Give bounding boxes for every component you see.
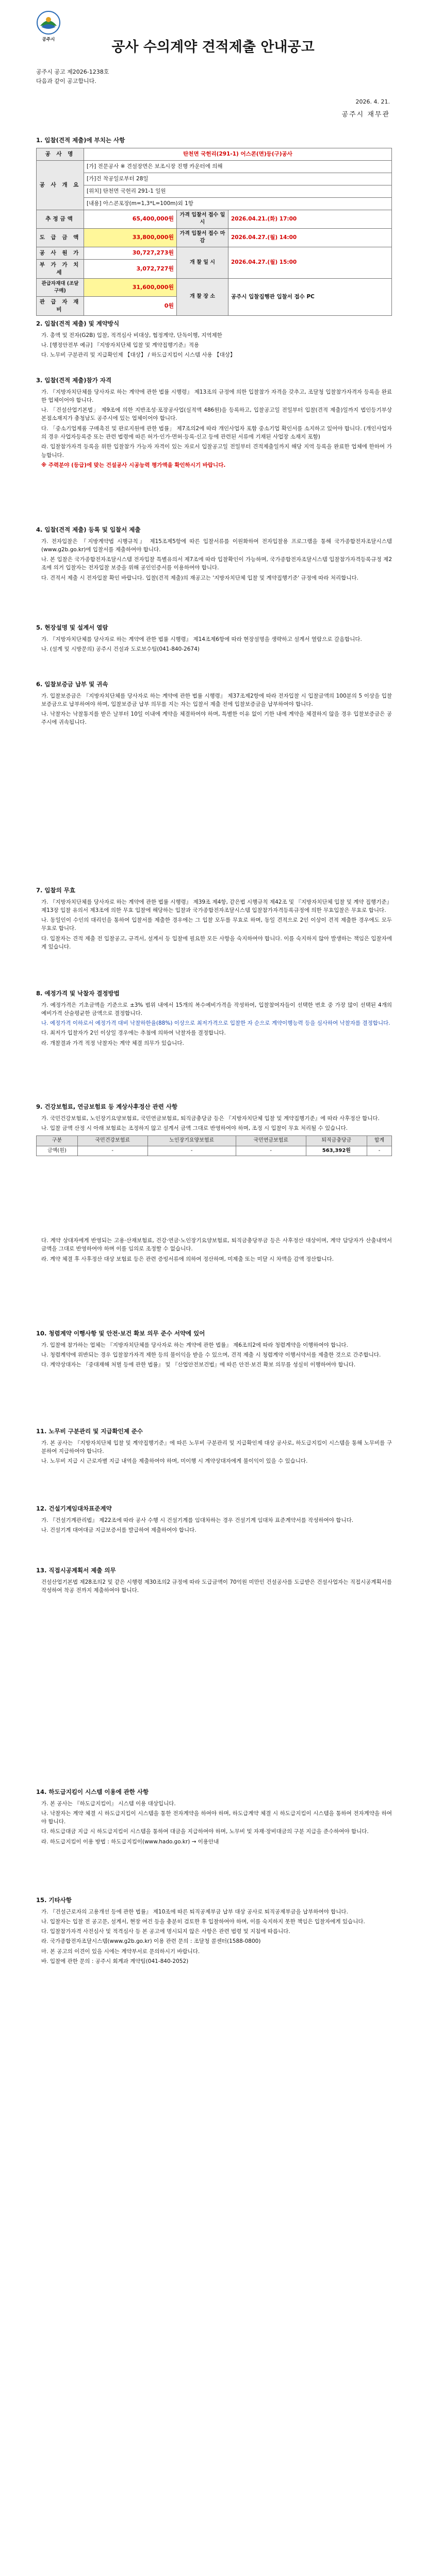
section-7: 7. 입찰의 무효 가. 『지방자치단체를 당사자로 하는 계약에 관한 법률 시행령』 제39조 제4항, 같은법 시행규칙 제42조 및 『지방자치단체 입찰 및 계약 집행기준』 제13장 입찰 유의서 제3조에 의한 무효 입찰에 해당하는 입찰과 국가종합전자조달시스템 입찰참가자격등록규정에 의한 무효입찰은 무효로 합니다. 나. 동일인이 수인의 대리인을 통하여 입찰서를 제출한 경우에는 그 입찰 모두를 무효로 하며, 동일 견적으로 2인 이상이 견적 제출한 경우에도 모두 무효로 합니다. 다. 입찰자는 견적 제출 전 입찰공고, 규격서, 설계서 등 입찰에 필요한 모든 사항을 숙지하여야 합니다. 이를 숙지하지 않아 발생하는 책임은 입찰자에게 있습니다. bbox=[36, 887, 392, 950]
section-8: 8. 예정가격 및 낙찰자 결정방법 가. 예정가격은 기초금액을 기준으로 ±3% 범위 내에서 15개의 복수예비가격을 작성하여, 입찰참여자들이 선택한 번호 중 가장 많이 선택된 4개의 예비가격 산술평균한 금액으로 결정합니다. 나. 예정가격 이하로서 예정가격 대비 낙찰하한율(88%) 이상으로 최저가격으로 입찰한 자 순으로 계약이행능력 등을 심사하여 낙찰자를 결정합니다. 다. 최저가 입찰자가 2인 이상일 경우에는 추첨에 의하여 낙찰자를 결정합니다. 라. 개찰결과 가격 적정 낙찰자는 계약 체결 의무가 있습니다. bbox=[36, 990, 392, 1046]
publish-date: 2026. 4. 21. bbox=[355, 98, 390, 105]
opening-place: 공주시 입찰집행관 입찰서 접수 PC bbox=[228, 279, 392, 316]
notice-number: 공주시 공고 제2026-1238호 bbox=[36, 69, 109, 75]
page-title: 공사 수의계약 견적제출 안내공고 bbox=[111, 39, 315, 55]
submission-close: 2026.04.27.(월) 14:00 bbox=[228, 228, 392, 247]
supply-material-cost: 31,600,000원 bbox=[84, 279, 177, 297]
overview-note: [가] 전문공사 ※ 견설장면은 보조시장 진행 카운터에 의해 bbox=[87, 163, 223, 170]
section-1 bbox=[36, 136, 392, 316]
section-9-cont: 다. 계약 상대자에게 반영되는 고용·산재보험료, 건강·연금·노인장기요양보험료, 퇴직금충당부금 등은 사후정산 대상이며, 계약 담당자가 산출내역서 금액을 그대로 반영하여야 하며 이를 임의로 조정할 수 없습니다. 라. 계약 체결 후 사후정산 대상 보험료 등은 관련 증빙서류에 의하여 정산하며, 미제출 또는 미달 시 차액을 감액 정산합니다. bbox=[41, 1238, 392, 1262]
section-title: 1. 입찰(견적 제출)에 부치는 사항 bbox=[36, 137, 125, 144]
vat-amount: 3,072,727원 bbox=[84, 259, 177, 278]
submission-open: 2026.04.21.(화) 17:00 bbox=[228, 210, 392, 228]
notice-intro: 다음과 같이 공고합니다. bbox=[36, 78, 96, 84]
insurance-table: 구분 국민건강보험료 노인장기요양보험료 국민연금보험료 퇴직금충당금 합계 금액(원) - - - 563,392원 - bbox=[36, 1136, 392, 1156]
overview-period: [가]건 착공일로부터 28일 bbox=[84, 173, 392, 185]
overview-content: [내용] 아스콘포장(m=1,3*L=100m)외 1항 bbox=[84, 197, 392, 210]
publish-org: 공주시 재무관 bbox=[341, 111, 390, 118]
section-14: 14. 하도급지킴이 시스템 이용에 관한 사항 가. 본 공사는 『하도급지킴이』 시스템 이용 대상입니다. 나. 낙찰자는 계약 체결 시 하도급지킴이 시스템을 통한 전자계약을 하여야 하며, 하도급계약 체결 시 하도급지킴이 시스템을 통하여 전자계약을 하여야 합니다. 다. 하도급대금 지급 시 하도급지킴이 시스템을 통하여 대금을 지급하여야 하며, 노무비 및 자재·장비대금의 구분 지급을 준수하여야 합니다. 라. 하도급지킴이 이용 방법 : 하도급지킴이(www.hado.go.kr) → 이용안내 bbox=[36, 1788, 392, 1845]
construction-cost: 30,727,273원 bbox=[84, 247, 177, 259]
government-material-cost: 0원 bbox=[84, 296, 177, 315]
opening-datetime: 2026.04.27.(월) 15:00 bbox=[228, 247, 392, 278]
section-5: 5. 현장설명 및 설계서 열람 가. 『지방자치단체를 당사자로 하는 계약에 관한 법률 시행령』 제14조제6항에 따라 현장설명을 생략하고 설계서 열람으로 갈음합니다. 나. (설계 및 시방문의) 공주시 건설과 도로보수팀(041-840-2674) bbox=[36, 624, 362, 652]
project-name: 탄천면 국헌리(291-1) 어스콘(면)등(구)공사 bbox=[183, 150, 292, 157]
section-13: 13. 직접시공계획서 제출 의무 건설산업기본법 제28조의2 및 같은 시행령 제30조의2 규정에 따라 도급금액이 70억원 미만인 건설공사를 도급받은 건설사업자는 직접시공계획서를 작성하여 착공 전까지 제출하여야 합니다. bbox=[36, 1567, 392, 1594]
section-4: 4. 입찰(견적 제출) 등록 및 입찰서 제출 가. 전자입찰은 『지방계약법 시행규칙』 제15조제5항에 따른 입찰서류를 이원화하여 전자입찰용 프로그램을 통해 국가종합전자조달시스템(www.g2b.go.kr)에 입찰서를 제출하여야 합니다. 나. 본 입찰은 국가종합전자조달시스템 전자입찰 특별유의서 제7조에 따라 입찰확인이 가능하며, 국가종합전자조달시스템 입찰참가자격등록규정 제2조에 의거 입찰자는 전자입찰 보증을 위해 공인인증서를 이용하여야 합니다. 다. 견적서 제출 시 전자입찰 확인 바랍니다. 입찰(견적 제출)의 재공고는 '지방자치단체 입찰 및 계약집행기준' 규정에 따라 처리합니다. bbox=[36, 526, 392, 581]
section-10: 10. 청렴계약 이행사항 및 안전·보건 확보 의무 준수 서약에 있어 가. 입찰에 참가하는 업체는 『지방자치단체를 당사자로 하는 계약에 관한 법률』 제6조의2에 따라 청렴계약을 이행하여야 합니다. 나. 청렴계약에 위반되는 경우 입찰참가자격 제한 등의 불이익을 받을 수 있으며, 견적 제출 시 청렴계약 이행서약서를 제출한 것으로 간주합니다. 다. 계약상대자는 『중대재해 처벌 등에 관한 법률』 및 『산업안전보건법』에 따른 안전·보건 확보 의무를 성실히 이행하여야 합니다. bbox=[36, 1330, 381, 1368]
section-11: 11. 노무비 구분관리 및 지급확인제 준수 가. 본 공사는 『지방자치단체 입찰 및 계약집행기준』에 따른 노무비 구분관리 및 지급확인제 대상 공사로, 하도급지킴이 시스템을 통해 노무비를 구분하여 지급하여야 합니다. 나. 노무비 지급 시 근로자별 지급 내역을 제출하여야 하며, 미이행 시 계약상대자에게 불이익이 있을 수 있습니다. bbox=[36, 1428, 392, 1465]
contract-amount: 33,800,000원 bbox=[84, 228, 177, 247]
section-3: 3. 입찰(견적 제출)참가 자격 가. 『지방자치단체를 당사자로 하는 계약에 관한 법률 시행령』 제13조의 규정에 의한 입찰참가 자격을 갖추고, 조달청 입찰참가자격자 등록을 완료한 업체이어야 합니다. 나. 「건설산업기본법」 제9조에 의한 지반조성·포장공사업(실적액 486원)을 등록하고, 입찰공고일 전일부터 입찰(견적 제출)일까지 법인등기부상 본점소재지가 충청남도 공주시에 있는 업체이어야 합니다. 다. 「중소기업제품 구매촉진 및 판로지원에 관한 법률」 제7조의2에 따라 개인사업자 포함 중소기업 확인서를 소지하고 있어야 합니다. (개인사업자의 경우 사업자등록증 또는 관련 법령에 따른 허가·인가·면허·등록·신고 등에 관련된 서류에 기재된 사업장 소재지 포함) 라. 입찰참가자격 등록을 위한 입찰참가 가능자 자격이 있는 자로서 입찰공고일 전일부터 견적제출일까지 해당 지역 등록을 완료한 업체에 한하여 가능합니다. ※ 주력분야 (등급)에 맞는 건설공사 시공능력 평가액을 확인하시기 바랍니다. bbox=[36, 377, 392, 468]
section-6: 6. 입찰보증금 납부 및 귀속 가. 입찰보증금은 『지방자치단체를 당사자로 하는 계약에 관한 법률 시행령』 제37조제2항에 따라 전자입찰 시 입찰금액의 100분의 5 이상을 입찰보증금으로 납부하여야 하며, 입찰보증금 납부 의무를 지는 자는 입찰서 제출 전에 입찰보증금을 납부하여야 합니다. 나. 낙찰자는 낙찰통지를 받은 날부터 10일 이내에 계약을 체결하여야 하며, 특별한 이유 없이 기한 내에 계약을 체결하지 않을 경우 입찰보증금은 공주시에 귀속됩니다. bbox=[36, 681, 392, 726]
section-9: 9. 건강보험료, 연금보험료 등 계상사후정산 관련 사항 가. 국민건강보험료, 노인장기요양보험료, 국민연금보험료, 퇴직금충당금 등은 『지방자치단체 입찰 및 계약집행기준』에 따라 사후정산 합니다. 나. 입찰 금액 산정 시 아래 보험료는 조정하지 않고 설계서 금액 그대로 반영하여야 하며, 조정 시 입찰이 무효 처리될 수 있습니다. 구분 국민건강보험료 노인장기요양보험료 국민연금보험료 퇴직금충당금 합계 금액(원) - - - 563,392원 - bbox=[36, 1103, 392, 1156]
section-12: 12. 건설기계임대차표준계약 가. 『건설기계관리법』 제22조에 따라 공사 수행 시 건설기계를 임대차하는 경우 건설기계 임대차 표준계약서를 작성하여야 합니다. 나. 건설기계 대여대금 지급보증서를 발급하여 제출하여야 합니다. bbox=[36, 1505, 354, 1533]
bid-info-table: 공 사 명 탄천면 국헌리(291-1) 어스콘(면)등(구)공사 공 사 개 요 [가] 전문공사 ※ 견설장면은 보조시장 진행 카운터에 의해 [가]건 착공일로부터 28일 [위치] 탄천면 국헌리 291-1 일원 [내용] 아스콘포장(m=1,3*L=100m)외 1항 추정금액 65,400,000원 가격 입찰서 접수 일시 2026.04.21.(화) 17:00 도 급 금 액 33,800,000원 가격 입찰서 접수 마감 2026.04.27.(월) 14:00 공 사 원 가 30,727,273원 개 찰 일 시 2026.04.27.(월) 15:00 부 가 가 치 세 3,072,727원 관급자재대 (조달구매) 31,600,000원 개 찰 장 소 공주시 입찰집행관 입찰서 접수 PC 관 급 자 재 비 0원 bbox=[36, 148, 392, 316]
overview-location: [위치] 탄천면 국헌리 291-1 일원 bbox=[84, 185, 392, 197]
city-logo-icon bbox=[36, 10, 61, 36]
section-15: 15. 기타사항 가. 『건설근로자의 고용개선 등에 관한 법률』 제10조에 따른 퇴직공제부금 납부 대상 공사로 퇴직공제부금을 납부하여야 합니다. 나. 입찰자는 입찰 전 공고문, 설계서, 현장 여건 등을 충분히 검토한 후 입찰하여야 하며, 이를 숙지하지 못한 책임은 입찰자에게 있습니다. 다. 입찰참가자격 사전심사 및 적격심사 등 본 공고에 명시되지 않은 사항은 관련 법령 및 지침에 따릅니다. 라. 국가종합전자조달시스템(www.g2b.go.kr) 이용 관련 문의 : 조달청 콜센터(1588-0800) 마. 본 공고의 이견이 있을 시에는 계약부서로 문의하시기 바랍니다. 바. 입찰에 관한 문의 : 공주시 회계과 계약팀(041-840-2052) bbox=[36, 1896, 365, 1964]
logo-text: 공주시 bbox=[42, 37, 55, 42]
section-2: 2. 입찰(견적 제출) 및 계약방식 가. 총액 및 전자(G2B) 입찰, 적격심사 비대상, 협정계약, 단독이행, 지역제한 나. [행정안전부 예규] 『지방자치단체 입찰 및 계약집행기준』적용 다. 노무비 구분관리 및 지급확인제 【대상】 / 하도급지킴이 시스템 사용 【대상】 bbox=[36, 320, 236, 359]
estimated-amount: 65,400,000원 bbox=[84, 210, 177, 228]
